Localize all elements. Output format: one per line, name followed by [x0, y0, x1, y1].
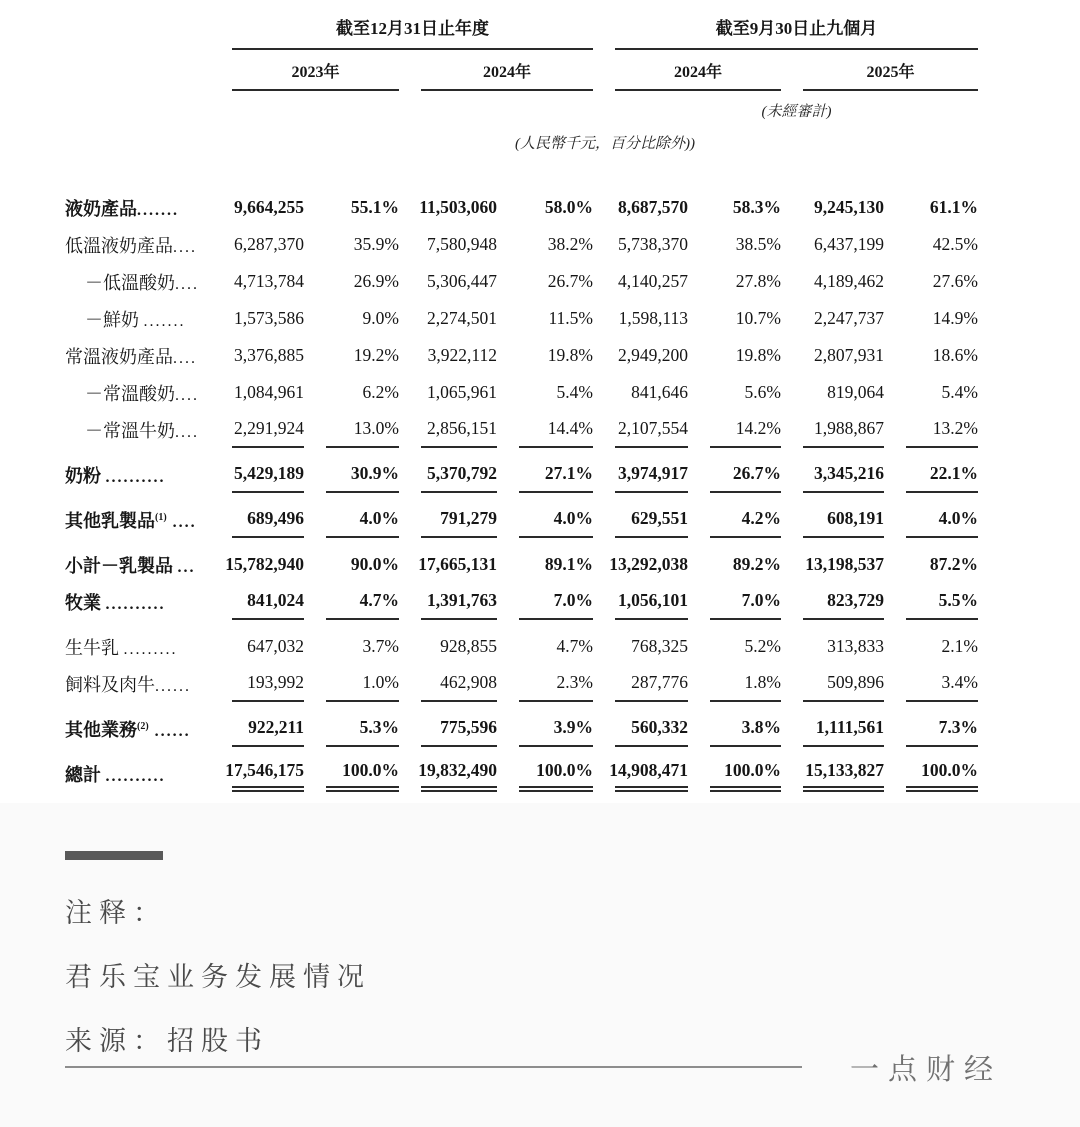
- value-cell: 1,391,763: [421, 583, 497, 620]
- value-cell: 14,908,471: [615, 755, 688, 792]
- value-cell: 823,729: [803, 583, 884, 620]
- percent-cell: 30.9%: [326, 456, 399, 493]
- value-cell: 9,245,130: [814, 197, 884, 217]
- table-row: [0, 665, 1080, 702]
- percent-cell: 9.0%: [362, 308, 399, 328]
- dot-leader: ....: [175, 423, 199, 441]
- dot-leader: ..........: [105, 767, 166, 785]
- value-cell: 629,551: [615, 501, 688, 538]
- table-row: [0, 300, 1080, 337]
- percent-cell: 19.8%: [735, 345, 781, 365]
- percent-cell: 3.7%: [362, 636, 399, 656]
- value-cell: 791,279: [421, 501, 497, 538]
- value-cell: 922,211: [232, 710, 304, 747]
- dot-leader: ....: [175, 386, 199, 404]
- unaudited-note: (未經審計): [761, 104, 832, 120]
- row-label: 生牛乳 .........: [65, 637, 178, 658]
- percent-cell: 100.0%: [710, 755, 781, 792]
- percent-cell: 18.6%: [932, 345, 978, 365]
- value-cell: 13,292,038: [609, 554, 688, 574]
- percent-cell: 11.5%: [548, 308, 593, 328]
- row-label: 液奶產品.......: [65, 198, 179, 219]
- divider-line: [65, 1066, 802, 1068]
- source-label: 来源：招股书: [65, 1026, 269, 1056]
- percent-cell: 5.6%: [744, 382, 781, 402]
- percent-cell: 61.1%: [929, 197, 978, 217]
- value-cell: 1,084,961: [234, 382, 304, 402]
- value-cell: 287,776: [615, 665, 688, 702]
- footnote-marker: (1): [155, 511, 167, 523]
- year-column-2023: 2023年: [232, 59, 399, 91]
- value-cell: 819,064: [827, 382, 884, 402]
- value-cell: 4,713,784: [234, 271, 304, 291]
- dot-leader: .........: [123, 640, 178, 658]
- percent-cell: 6.2%: [362, 382, 399, 402]
- percent-cell: 5.3%: [326, 710, 399, 747]
- dot-leader: .......: [143, 312, 186, 330]
- percent-cell: 100.0%: [519, 755, 593, 792]
- value-cell: 608,191: [803, 501, 884, 538]
- table-row: [0, 263, 1080, 300]
- percent-cell: 5.4%: [556, 382, 593, 402]
- value-cell: 6,437,199: [814, 234, 884, 254]
- value-cell: 768,325: [631, 636, 688, 656]
- percent-cell: 90.0%: [350, 554, 399, 574]
- percent-cell: 27.6%: [932, 271, 978, 291]
- value-cell: 2,807,931: [814, 345, 884, 365]
- row-label: －常溫牛奶....: [85, 420, 199, 441]
- row-label: 飼料及肉牛......: [65, 674, 191, 695]
- percent-cell: 2.1%: [941, 636, 978, 656]
- percent-cell: 14.4%: [519, 411, 593, 448]
- value-cell: 2,107,554: [615, 411, 688, 448]
- value-cell: 5,738,370: [618, 234, 688, 254]
- table-body: [0, 189, 1080, 792]
- period-group-header-row: [0, 14, 1080, 50]
- year-column-2024: 2024年: [421, 59, 593, 91]
- percent-cell: 7.0%: [710, 583, 781, 620]
- value-cell: 1,111,561: [803, 710, 884, 747]
- percent-cell: 3.4%: [906, 665, 978, 702]
- table-caption: 君乐宝业务发展情况: [65, 962, 371, 992]
- value-cell: 3,345,216: [803, 456, 884, 493]
- percent-cell: 100.0%: [326, 755, 399, 792]
- percent-cell: 5.2%: [744, 636, 781, 656]
- value-cell: 5,429,189: [232, 456, 304, 493]
- percent-cell: 1.0%: [326, 665, 399, 702]
- percent-cell: 38.5%: [735, 234, 781, 254]
- value-cell: 13,198,537: [805, 554, 884, 574]
- value-cell: 7,580,948: [427, 234, 497, 254]
- percent-cell: 19.2%: [353, 345, 399, 365]
- percent-cell: 14.9%: [932, 308, 978, 328]
- value-cell: 17,546,175: [232, 755, 304, 792]
- dot-leader: .......: [137, 201, 179, 219]
- unit-note-row: [0, 121, 1080, 153]
- dot-leader: ....: [166, 513, 197, 531]
- percent-cell: 13.2%: [906, 411, 978, 448]
- value-cell: 2,291,924: [232, 411, 304, 448]
- value-cell: 8,687,570: [618, 197, 688, 217]
- value-cell: 928,855: [440, 636, 497, 656]
- percent-cell: 58.3%: [732, 197, 781, 217]
- percent-cell: 38.2%: [547, 234, 593, 254]
- currency-unit-note: (人民幣千元，百分比除外)): [515, 136, 695, 152]
- percent-cell: 26.7%: [710, 456, 781, 493]
- value-cell: 5,306,447: [427, 271, 497, 291]
- percent-cell: 4.7%: [326, 583, 399, 620]
- percent-cell: 55.1%: [350, 197, 399, 217]
- value-cell: 17,665,131: [418, 554, 497, 574]
- value-cell: 509,896: [803, 665, 884, 702]
- percent-cell: 3.8%: [710, 710, 781, 747]
- row-label: 低溫液奶產品....: [65, 235, 197, 256]
- dot-leader: ...: [177, 558, 196, 576]
- unaudited-note-row: [0, 91, 1080, 121]
- value-cell: 689,496: [232, 501, 304, 538]
- value-cell: 5,370,792: [421, 456, 497, 493]
- percent-cell: 7.0%: [519, 583, 593, 620]
- value-cell: 3,922,112: [427, 345, 497, 365]
- value-cell: 2,274,501: [427, 308, 497, 328]
- percent-cell: 26.7%: [547, 271, 593, 291]
- row-label: 其他乳製品$^{(1)}$ ....: [65, 510, 197, 531]
- percent-cell: 26.9%: [353, 271, 399, 291]
- dot-leader: ..........: [105, 468, 166, 486]
- table-row: [0, 755, 1080, 792]
- value-cell: 841,646: [631, 382, 688, 402]
- percent-cell: 27.8%: [735, 271, 781, 291]
- percent-cell: 2.3%: [519, 665, 593, 702]
- value-cell: 15,133,827: [803, 755, 884, 792]
- percent-cell: 14.2%: [710, 411, 781, 448]
- value-cell: 15,782,940: [225, 554, 304, 574]
- dot-leader: ..........: [105, 595, 166, 613]
- percent-cell: 42.5%: [932, 234, 978, 254]
- value-cell: 1,598,113: [618, 308, 688, 328]
- percent-cell: 35.9%: [353, 234, 399, 254]
- value-cell: 647,032: [247, 636, 304, 656]
- value-cell: 1,988,867: [803, 411, 884, 448]
- percent-cell: 4.0%: [519, 501, 593, 538]
- period-group-year-ended: 截至12月31日止年度: [232, 14, 593, 50]
- value-cell: 2,247,737: [814, 308, 884, 328]
- accent-bar: [65, 851, 163, 860]
- percent-cell: 100.0%: [906, 755, 978, 792]
- value-cell: 3,974,917: [615, 456, 688, 493]
- value-cell: 560,332: [615, 710, 688, 747]
- value-cell: 775,596: [421, 710, 497, 747]
- row-label: 總計 ..........: [65, 764, 166, 785]
- year-header-row: [0, 59, 1080, 91]
- period-group-nine-months: 截至9月30日止九個月: [615, 14, 978, 50]
- dot-leader: ......: [155, 677, 191, 695]
- percent-cell: 19.8%: [547, 345, 593, 365]
- value-cell: 1,056,101: [615, 583, 688, 620]
- value-cell: 2,949,200: [618, 345, 688, 365]
- percent-cell: 4.0%: [326, 501, 399, 538]
- brand-row: [65, 1045, 1002, 1089]
- table-row: [0, 189, 1080, 226]
- row-label: 常溫液奶產品....: [65, 346, 197, 367]
- dot-leader: ....: [173, 349, 197, 367]
- value-cell: 2,856,151: [421, 411, 497, 448]
- table-row: [0, 456, 1080, 493]
- row-label: 小計－乳製品 ...: [65, 555, 196, 576]
- table-row: [0, 710, 1080, 747]
- row-label: －常溫酸奶....: [85, 383, 199, 404]
- percent-cell: 5.4%: [941, 382, 978, 402]
- dot-leader: ....: [175, 275, 199, 293]
- brand-name: 一点财经: [849, 1053, 1002, 1086]
- year-column-2025-9m: 2025年: [803, 59, 978, 91]
- value-cell: 11,503,060: [419, 197, 497, 217]
- percent-cell: 27.1%: [519, 456, 593, 493]
- notes-label: 注释：: [65, 898, 167, 928]
- row-label: 奶粉 ..........: [65, 465, 166, 486]
- table-row: [0, 546, 1080, 583]
- caption-footer: [0, 803, 1080, 1127]
- row-label: 牧業 ..........: [65, 592, 166, 613]
- table-row: [0, 583, 1080, 620]
- footnote-marker: (2): [137, 720, 149, 732]
- value-cell: 4,140,257: [618, 271, 688, 291]
- value-cell: 841,024: [232, 583, 304, 620]
- row-label: －鮮奶 .......: [85, 309, 186, 330]
- value-cell: 4,189,462: [814, 271, 884, 291]
- value-cell: 1,065,961: [427, 382, 497, 402]
- percent-cell: 4.0%: [906, 501, 978, 538]
- percent-cell: 4.7%: [556, 636, 593, 656]
- percent-cell: 89.2%: [732, 554, 781, 574]
- table-row: [0, 337, 1080, 374]
- value-cell: 3,376,885: [234, 345, 304, 365]
- year-column-2024-9m: 2024年: [615, 59, 781, 91]
- table-row: [0, 628, 1080, 665]
- percent-cell: 3.9%: [519, 710, 593, 747]
- percent-cell: 1.8%: [710, 665, 781, 702]
- percent-cell: 7.3%: [906, 710, 978, 747]
- percent-cell: 10.7%: [735, 308, 781, 328]
- value-cell: 462,908: [421, 665, 497, 702]
- value-cell: 6,287,370: [234, 234, 304, 254]
- dot-leader: ......: [148, 722, 191, 740]
- row-label: 其他業務$^{(2)}$ ......: [65, 719, 191, 740]
- table-row: [0, 226, 1080, 263]
- table-row: [0, 501, 1080, 538]
- percent-cell: 58.0%: [544, 197, 593, 217]
- row-label: －低溫酸奶....: [85, 272, 199, 293]
- table-row: [0, 411, 1080, 448]
- percent-cell: 22.1%: [906, 456, 978, 493]
- percent-cell: 5.5%: [906, 583, 978, 620]
- value-cell: 9,664,255: [234, 197, 304, 217]
- percent-cell: 87.2%: [929, 554, 978, 574]
- value-cell: 193,992: [232, 665, 304, 702]
- value-cell: 313,833: [827, 636, 884, 656]
- percent-cell: 4.2%: [710, 501, 781, 538]
- percent-cell: 89.1%: [544, 554, 593, 574]
- table-row: [0, 374, 1080, 411]
- dot-leader: ....: [173, 238, 197, 256]
- value-cell: 19,832,490: [421, 755, 497, 792]
- value-cell: 1,573,586: [234, 308, 304, 328]
- percent-cell: 13.0%: [326, 411, 399, 448]
